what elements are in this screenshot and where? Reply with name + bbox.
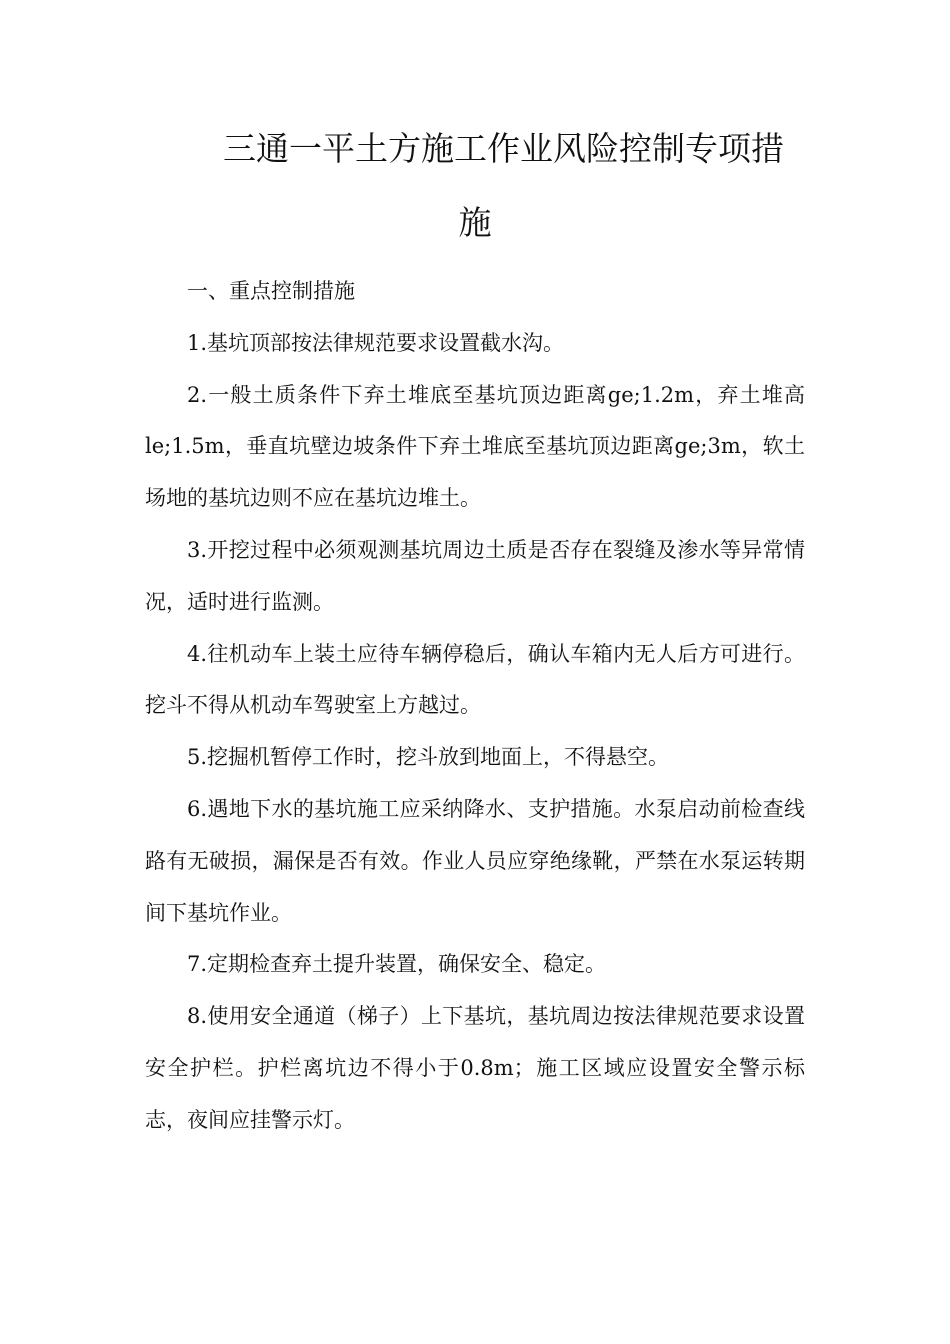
measure-5: 5.挖掘机暂停工作时，挖斗放到地面上，不得悬空。 bbox=[187, 745, 670, 770]
measure-3: 3.开挖过程中必须观测基坑周边土质是否存在裂缝及渗水等异常情况，适时进行监测。 bbox=[145, 537, 805, 614]
measure-8: 8.使用安全通道（梯子）上下基坑，基坑周边按法律规范要求设置安全护栏。护栏离坑边不得小于0.8m；施工区域应设置安全警示标志，夜间应挂警示灯。 bbox=[145, 1004, 805, 1132]
measure-6: 6.遇地下水的基坑施工应采纳降水、支护措施。水泵启动前检查线路有无破损，漏保是否有效。作业人员应穿绝缘靴，严禁在水泵运转期间下基坑作业。 bbox=[145, 796, 805, 925]
document-body bbox=[145, 266, 805, 1147]
document-title-line1: 三通一平土方施工作业风险控制专项措 bbox=[223, 129, 784, 168]
measure-1: 1.基坑顶部按法律规范要求设置截水沟。 bbox=[187, 330, 565, 355]
measure-4: 4.往机动车上装土应待车辆停稳后，确认车箱内无人后方可进行。挖斗不得从机动车驾驶室上方越过。 bbox=[145, 641, 805, 718]
section-heading: 一、重点控制措施 bbox=[187, 279, 355, 303]
measure-2: 2.一般土质条件下弃土堆底至基坑顶边距离ge;1.2m，弃土堆高le;1.5m，垂直坑壁边坡条件下弃土堆底至基坑顶边距离ge;3m，软土场地的基坑边则不应在基坑边堆土。 bbox=[145, 382, 805, 511]
document-title bbox=[145, 112, 805, 260]
measure-7: 7.定期检查弃土提升装置，确保安全、稳定。 bbox=[187, 952, 607, 977]
document-title-line2: 施 bbox=[458, 203, 492, 242]
